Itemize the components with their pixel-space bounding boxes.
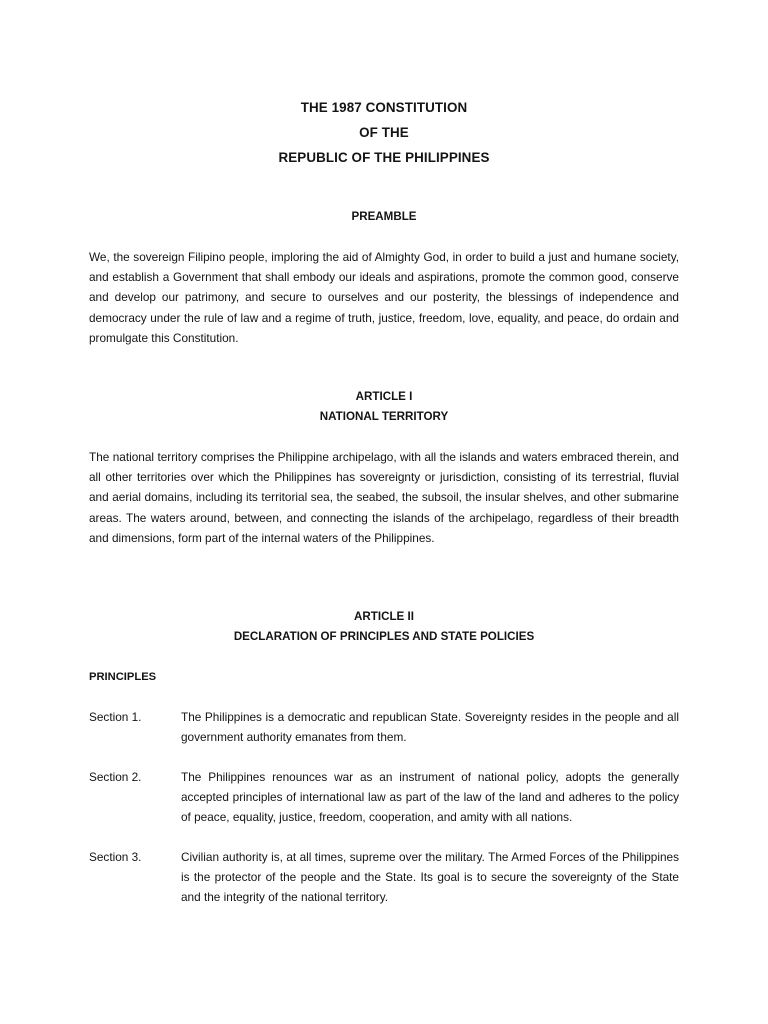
article-1-title: NATIONAL TERRITORY	[319, 410, 449, 423]
preamble-heading: PREAMBLE	[351, 210, 417, 223]
section-text: The Philippines is a democratic and republican State. Sovereignty resides in the people and all government authority emanates from them.	[181, 710, 679, 745]
title-line: OF THE	[359, 125, 409, 140]
section-label: Section 2.	[89, 770, 142, 784]
principles-subheading: PRINCIPLES	[89, 671, 157, 683]
article-2-title: DECLARATION OF PRINCIPLES AND STATE POLICIES	[233, 630, 535, 643]
section-3	[89, 847, 679, 908]
preamble-text: We, the sovereign Filipino people, imploring the aid of Almighty God, in order to build a just and humane society, and establish a Government that shall embody our ideals and aspirations, promote the common good, conserve and develop our patrimony, and secure to ourselves and our posterity, the blessings of independence and democracy under the rule of law and a regime of truth, justice, freedom, love, equality, and peace, do ordain and promulgate this Constitution.	[89, 250, 679, 345]
section-text: Civilian authority is, at all times, supreme over the military. The Armed Forces of the Philippines is the protector of the people and the State. Its goal is to secure the sovereignty of the State and the integrity of the national territory.	[181, 850, 679, 905]
article-1-text: The national territory comprises the Philippine archipelago, with all the islands and waters embraced therein, and all other territories over which the Philippines has sovereignty or jurisdiction, consisting of its terrestrial, fluvial and aerial domains, including its territorial sea, the seabed, the subsoil, the insular shelves, and other submarine areas. The waters around, between, and connecting the islands of the archipelago, regardless of their breadth and dimensions, form part of the internal waters of the Philippines.	[89, 450, 679, 545]
title-line: REPUBLIC OF THE PHILIPPINES	[278, 150, 490, 165]
section-label: Section 1.	[89, 710, 142, 724]
section-label: Section 3.	[89, 850, 142, 864]
section-1	[89, 707, 679, 747]
title-line: THE 1987 CONSTITUTION	[300, 100, 468, 115]
section-text: The Philippines renounces war as an instrument of national policy, adopts the generally accepted principles of international law as part of the law of the land and adheres to the policy of peace, equality, justice, freedom, cooperation, and amity with all nations.	[181, 770, 679, 825]
article-1-number: ARTICLE I	[355, 390, 413, 403]
section-2	[89, 767, 679, 828]
article-2-number: ARTICLE II	[354, 610, 414, 623]
document-title	[89, 95, 679, 170]
